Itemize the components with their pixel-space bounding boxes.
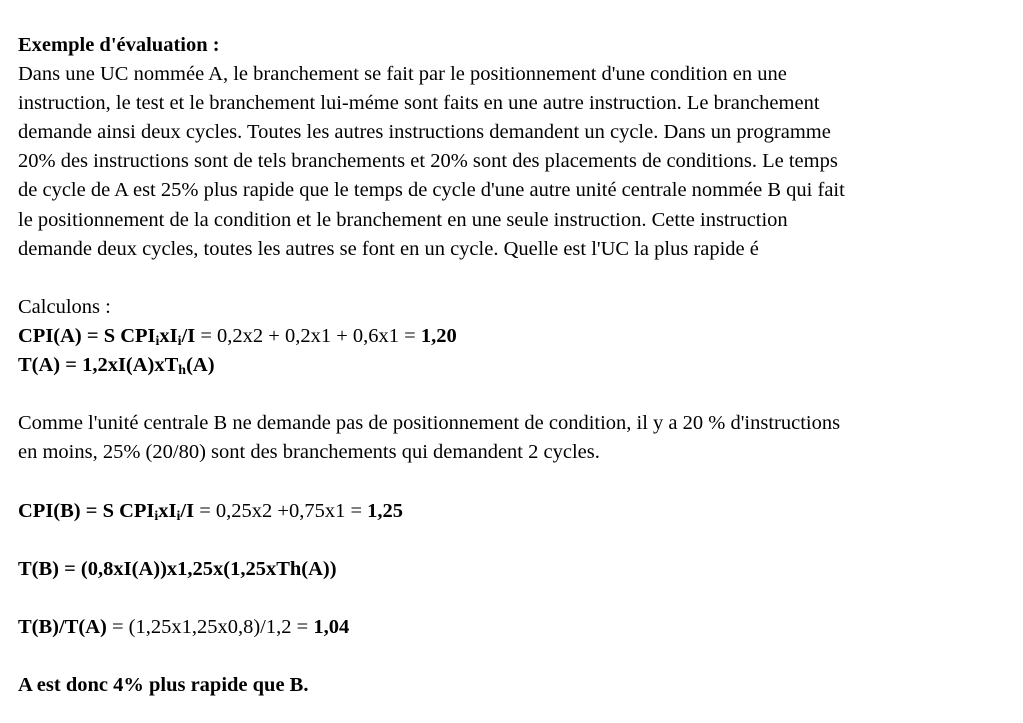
- problem-line: 20% des instructions sont de tels branchements et 20% sont des placements de conditions. Le temps: [18, 150, 838, 173]
- t-b-formula: T(B) = (0,8xI(A))x1,25x(1,25xTh(A)): [18, 557, 337, 580]
- problem-line: instruction, le test et le branchement lui-méme sont faits en une autre instruction. Le branchement: [18, 92, 820, 115]
- cpi-a-formula: [18, 322, 1008, 351]
- ratio-formula: [18, 613, 1008, 642]
- heading: Exemple d'évaluation :: [18, 34, 220, 56]
- problem-statement: [18, 60, 1008, 264]
- b-explanation-line: en moins, 25% (20/80) sont des branchements qui demandent 2 cycles.: [18, 441, 600, 464]
- t-a-formula: $T(A) = 1,2xI(A)xT_h(A)$: [18, 354, 215, 379]
- problem-line: de cycle de A est 25% plus rapide que le temps de cycle d'une autre unité centrale nommée B qui fait: [18, 179, 845, 202]
- spacer: [18, 467, 1008, 496]
- cpi-b-expression: = 0,25x2 +0,75x1 =: [194, 499, 368, 522]
- spacer: [18, 642, 1008, 671]
- spacer: [18, 264, 1008, 293]
- b-explanation-line: Comme l'unité centrale B ne demande pas de positionnement de condition, il y a 20 % d'instructions: [18, 412, 841, 435]
- ratio-expression: = (1,25x1,25x0,8)/1,2 =: [106, 615, 314, 638]
- spacer: [18, 380, 1008, 409]
- cpi-a-expression: = 0,2x2 + 0,2x1 + 0,6x1 =: [195, 324, 421, 347]
- b-explanation: [18, 409, 1008, 467]
- spacer: [18, 584, 1008, 613]
- ratio-result: 1,04: [313, 615, 350, 638]
- ratio-lhs: T(B)/T(A): [18, 615, 107, 638]
- cpi-a-lhs: CPI(A) = S $CPI_ixI_i/I$: [18, 324, 196, 349]
- problem-line: demande ainsi deux cycles. Toutes les autres instructions demandent un cycle. Dans un programme: [18, 121, 831, 144]
- problem-line: Dans une UC nommée A, le branchement se fait par le positionnement d'une condition en une: [18, 63, 787, 86]
- cpi-b-formula: [18, 497, 1008, 526]
- cpi-a-result: 1,20: [420, 324, 457, 347]
- problem-line: demande deux cycles, toutes les autres se font en un cycle. Quelle est l'UC la plus rapide é: [18, 237, 759, 260]
- spacer: [18, 526, 1008, 555]
- cpi-b-result: 1,25: [367, 499, 404, 522]
- calc-label: Calculons :: [18, 295, 111, 318]
- conclusion: A est donc 4% plus rapide que B.: [18, 674, 309, 697]
- cpi-b-lhs: CPI(B) = S $CPI_ixI_i/I$: [18, 499, 195, 524]
- problem-line: le positionnement de la condition et le branchement en une seule instruction. Cette instruction: [18, 208, 788, 231]
